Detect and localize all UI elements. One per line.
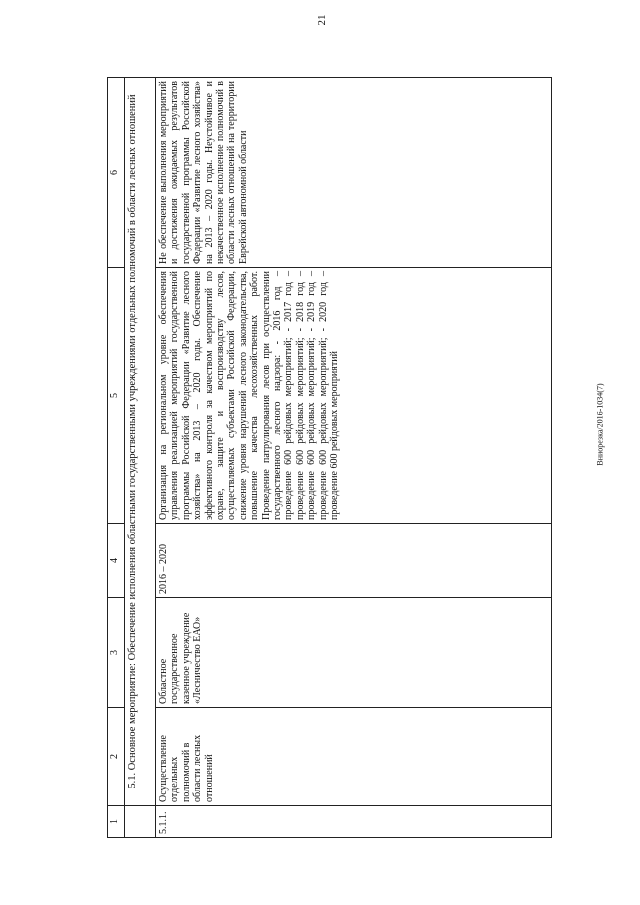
header-cell: 1 [108,806,125,838]
header-cell: 6 [108,78,125,268]
section-title: 5.1. Основное мероприятие: Обеспечение исполнения областными государственными учреждениями отдельных полномочий в области лесных отношений [125,78,156,806]
table-row [156,78,552,838]
program-table [107,77,552,838]
page-number: 21 [316,14,328,26]
row-code: 5.1.1. [156,806,552,838]
table-header-row [108,78,125,838]
section-spacer [125,806,156,838]
row-period: 2016 – 2020 [156,524,552,598]
row-executor: Областное государственное казенное учреждение «Лесничество ЕАО» [156,598,552,708]
row-consequences: Не обеспечение выполнения мероприятий и достижения ожидаемых результатов государственной программы Российской Федерации «Развитие лесного хозяйства» на 2013 – 2020 годы. Неустойчивое и некачественное исполнение полномочий в области лесных отношений на территории Еврейской автономной области [156,78,552,268]
rotated-table-container [107,78,552,838]
header-cell: 4 [108,524,125,598]
header-cell: 3 [108,598,125,708]
header-cell: 5 [108,268,125,524]
side-note: Вниорезка/2016-1034(7) [595,383,605,466]
row-name: Осуществление отдельных полномочий в области лесных отношений [156,708,552,806]
row-results: Организация на региональном уровне обеспечения управления реализацией мероприятий государственной программы Российской Федерации «Развитие лесного хозяйства» на 2013 – 2020 годы. Обеспечение эффективного контроля за качеством мероприятий по охране, защите и воспроизводству лесов, осуществляемых субъектами Российской Федерации, снижение уровня нарушений лесного законодательства, повышение качества лесохозяйственных работ. Проведение патрулирования лесов при осуществлении государственного лесного надзора: - 2016 год – проведение 600 рейдовых мероприятий; - 2017 год – проведение 600 рейдовых мероприятий; - 2018 год – проведение 600 рейдовых мероприятий; - 2019 год – проведение 600 рейдовых мероприятий; - 2020 год – проведение 600 рейдовых мероприятий [156,268,552,524]
section-row [125,78,156,838]
header-cell: 2 [108,708,125,806]
